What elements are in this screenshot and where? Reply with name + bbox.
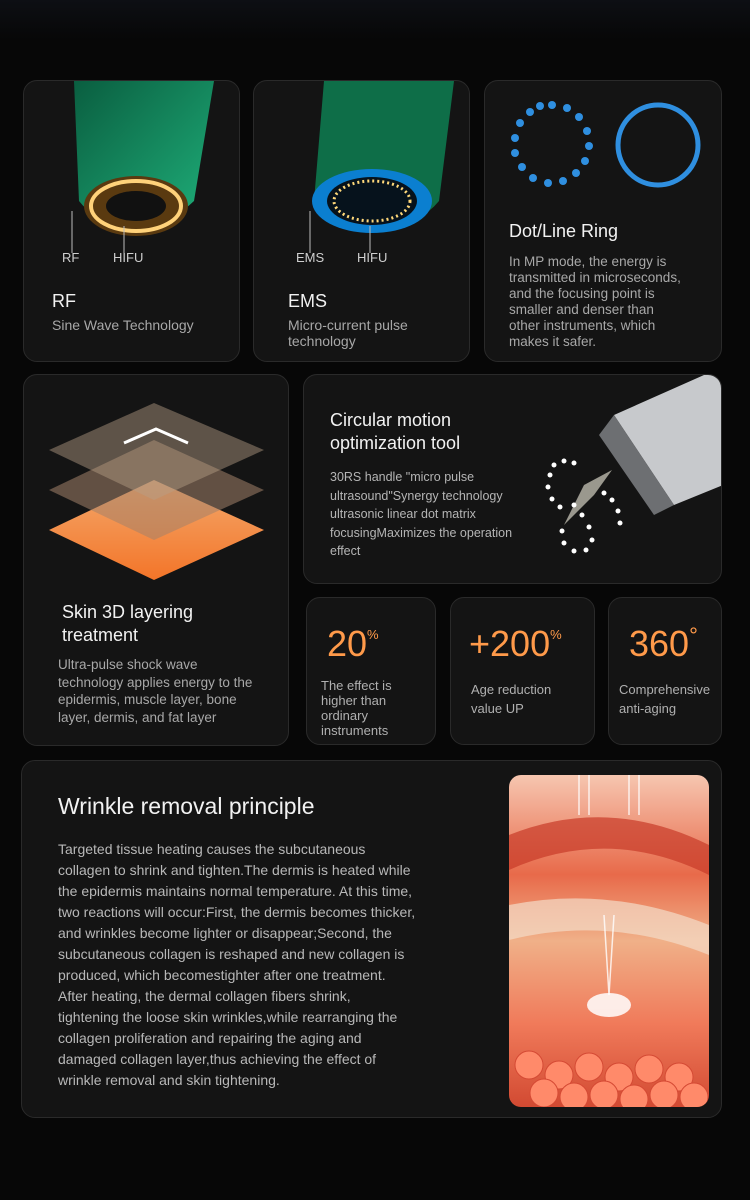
wrinkle-body-line: tightening the loose skin wrinkles,while rearranging the bbox=[58, 1009, 398, 1025]
stat-unit: ° bbox=[689, 623, 698, 648]
wrinkle-body-line: produced, which becomestighter after one treatment. bbox=[58, 967, 386, 983]
hifu-label: HIFU bbox=[113, 250, 144, 265]
stat-text-line: ordinary bbox=[321, 708, 368, 723]
ring-desc-line: other instruments, which bbox=[509, 318, 656, 333]
skin-cross-section-image bbox=[509, 775, 709, 1107]
stat-value: 20 bbox=[327, 623, 368, 664]
wrinkle-body-line: wrinkle removal and skin tightening. bbox=[58, 1072, 280, 1088]
wrinkle-body-line: two reactions will occur:First, the dermis becomes thicker, bbox=[58, 904, 416, 920]
stat-text-line: value UP bbox=[471, 701, 524, 716]
wrinkle-title: Wrinkle removal principle bbox=[58, 793, 315, 819]
layer-desc bbox=[58, 656, 252, 726]
wrinkle-body-line: damaged collagen layer,thus achieving the effect of bbox=[58, 1051, 377, 1067]
motion-desc-line: 30RS handle "micro pulse bbox=[330, 470, 475, 484]
wrinkle-body-line: After heating, the dermal collagen fibers shrink, bbox=[58, 988, 351, 1004]
layer-desc-line: epidermis, muscle layer, bone bbox=[58, 692, 237, 707]
stat-text-line: Age reduction bbox=[471, 682, 552, 697]
ring-desc-line: In MP mode, the energy is bbox=[509, 254, 667, 269]
ring-title: Dot/Line Ring bbox=[509, 221, 619, 241]
wrinkle-card bbox=[21, 760, 722, 1118]
stat-unit: % bbox=[550, 627, 562, 642]
stat-text bbox=[619, 680, 710, 718]
ring-desc-line: transmitted in microseconds, bbox=[509, 270, 681, 285]
rf-card bbox=[23, 80, 240, 362]
wrinkle-body bbox=[58, 839, 415, 1091]
ems-desc-line2: technology bbox=[288, 333, 356, 349]
motion-desc-line: ultrasound"Synergy technology bbox=[330, 488, 503, 503]
stat-text-line: higher than bbox=[321, 693, 387, 708]
motion-title-line2: optimization tool bbox=[330, 433, 461, 453]
motion-desc-line: focusingMaximizes the operation bbox=[330, 525, 513, 540]
dot-line-ring-icon bbox=[485, 81, 722, 201]
layer-title-line2: treatment bbox=[62, 625, 139, 645]
motion-title-line1: Circular motion bbox=[330, 410, 452, 430]
rf-label: RF bbox=[62, 250, 80, 265]
ring-desc-line: and the focusing point is bbox=[509, 286, 655, 301]
wrinkle-body-line: and wrinkles become lighter or disappear;Second, the bbox=[58, 925, 392, 941]
wrinkle-body-line: collagen to shrink and tighten.The dermis is heated while bbox=[58, 862, 411, 878]
stat-text-line: instruments bbox=[321, 723, 389, 738]
stat-card bbox=[450, 597, 595, 745]
motion-card bbox=[303, 374, 722, 584]
rf-desc: Sine Wave Technology bbox=[52, 317, 194, 333]
layer-desc-line: Ultra-pulse shock wave bbox=[58, 657, 198, 672]
layer-desc-line: technology applies energy to the bbox=[58, 674, 253, 690]
skin-layers-image bbox=[24, 375, 289, 605]
ring-desc-line: smaller and denser than bbox=[509, 302, 654, 317]
ring-desc bbox=[509, 254, 681, 350]
stat-text-line: anti-aging bbox=[619, 701, 677, 716]
stat-text-line: Comprehensive bbox=[619, 682, 711, 697]
stat-text bbox=[471, 680, 551, 718]
stat-value: 360 bbox=[629, 623, 690, 664]
wrinkle-body-line: collagen proliferation and repairing the aging and bbox=[58, 1030, 362, 1046]
stat-unit: % bbox=[367, 627, 379, 642]
stat-text-line: The effect is bbox=[321, 678, 392, 693]
wrinkle-body-line: Targeted tissue heating causes the subcutaneous bbox=[58, 841, 366, 857]
stat-value: +200 bbox=[469, 623, 551, 664]
ems-card bbox=[253, 80, 470, 362]
motion-desc-line: ultrasonic linear dot matrix bbox=[330, 507, 476, 521]
ring-desc-line: makes it safer. bbox=[509, 334, 597, 349]
ring-card bbox=[484, 80, 722, 362]
layer-card bbox=[23, 374, 289, 746]
wrinkle-body-line: subcutaneous collagen is reshaped and new collagen is bbox=[58, 946, 405, 962]
stat-card bbox=[306, 597, 436, 745]
rf-title: RF bbox=[52, 291, 76, 311]
ems-desc-line1: Micro-current pulse bbox=[288, 317, 408, 333]
hifu-label-2: HIFU bbox=[357, 250, 388, 265]
stat-text bbox=[321, 678, 392, 738]
motion-desc-line: effect bbox=[330, 544, 361, 558]
ems-label: EMS bbox=[296, 250, 325, 265]
wrinkle-body-line: the epidermis maintains normal temperature. At this time, bbox=[58, 883, 413, 899]
top-band bbox=[0, 0, 750, 40]
stat-card bbox=[608, 597, 722, 745]
handle-device-image bbox=[534, 375, 722, 584]
layer-desc-line: layer, dermis, and fat layer bbox=[58, 709, 217, 725]
motion-desc bbox=[330, 468, 512, 561]
ems-title: EMS bbox=[288, 291, 328, 311]
layer-title-line1: Skin 3D layering bbox=[62, 602, 194, 622]
